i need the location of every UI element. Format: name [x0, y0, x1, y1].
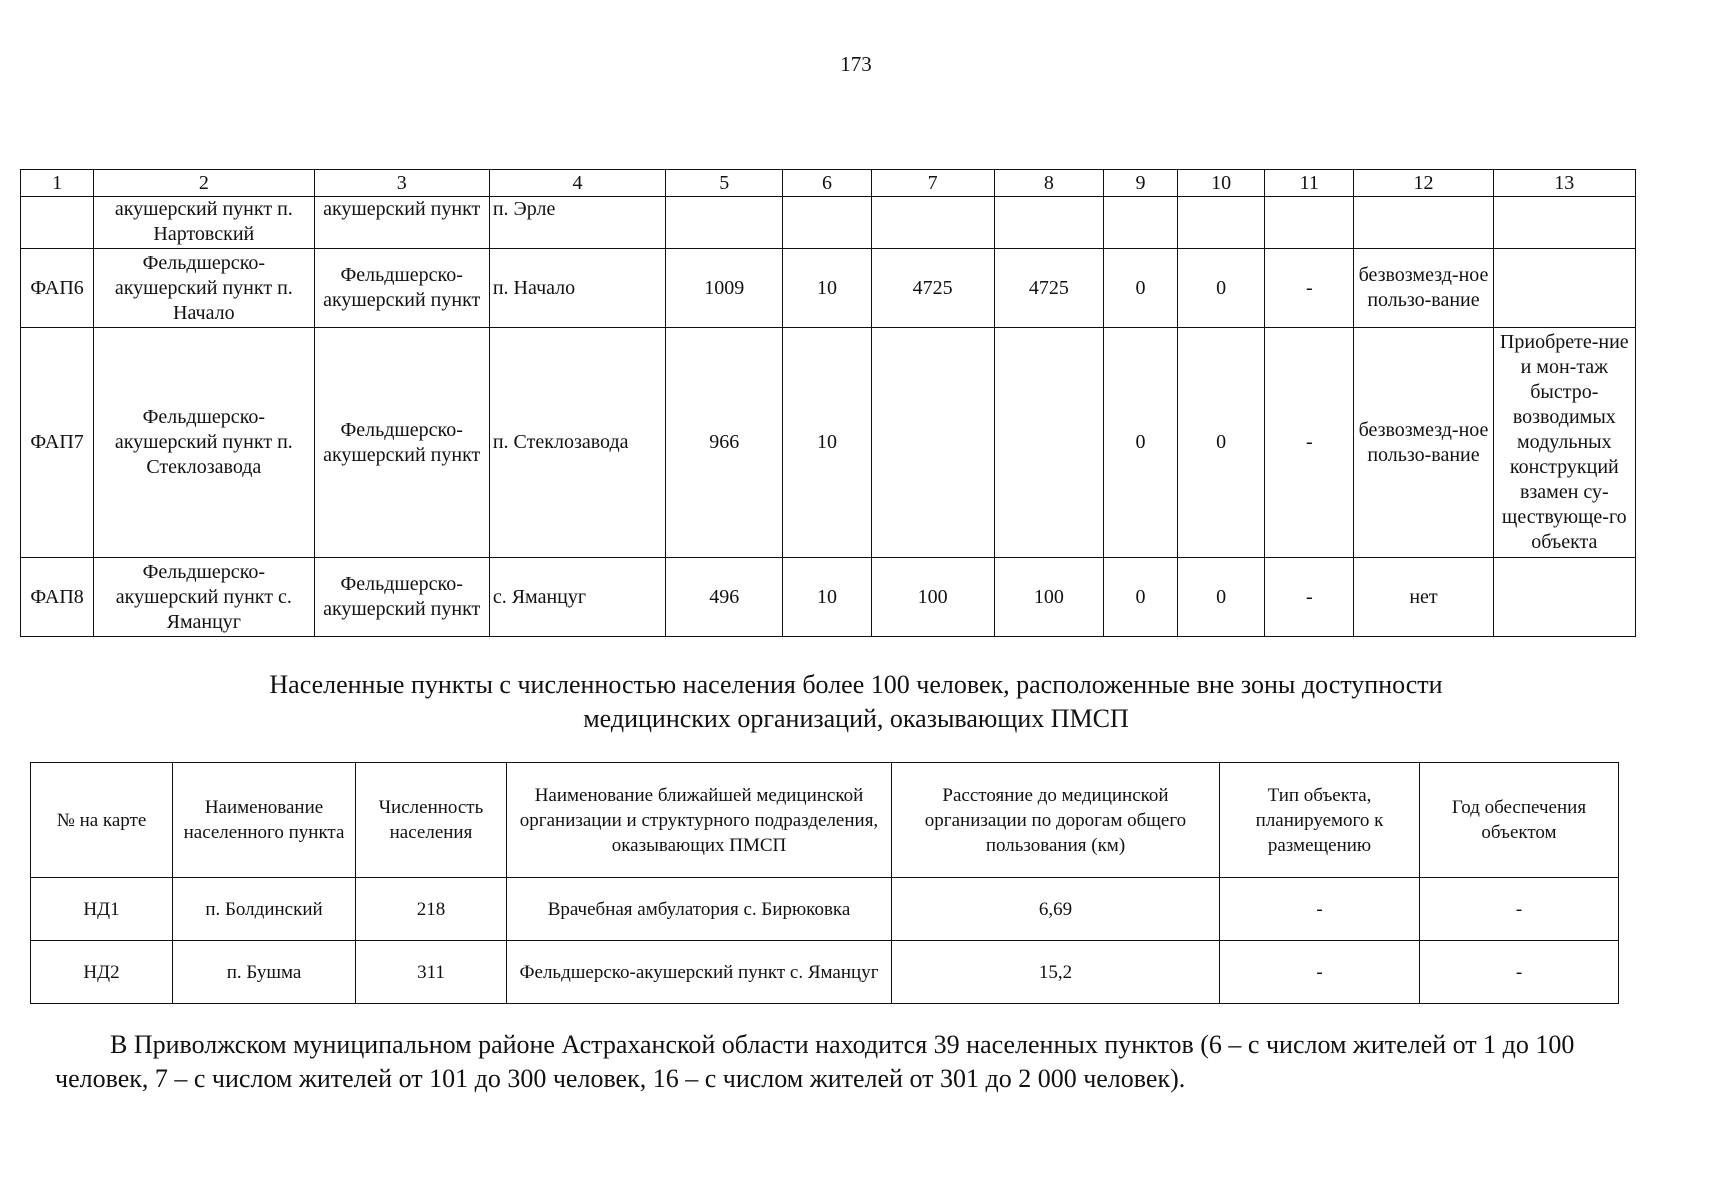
cell-name: Фельдшерско-акушерский пункт п. Стеклозавода: [94, 328, 314, 558]
table-header-row: [31, 763, 1619, 878]
cell-value: 0: [1103, 328, 1177, 558]
header-settlement: Наименование населенного пункта: [173, 763, 356, 878]
cell-value: 10: [783, 328, 871, 558]
cell-value: [1178, 197, 1265, 249]
cell-value: 0: [1103, 249, 1177, 328]
summary-paragraph: В Приволжском муниципальном районе Астраханской области находится 39 населенных пунктов (6 – с числом жителей от 1 до 100 человек, 7 – с числом жителей от 101 до 300 человек, 16 – с числом жителей от 301 до 2 000 человек).: [55, 1030, 1575, 1093]
section-title: [0, 668, 1712, 736]
cell-name: Фельдшерско-акушерский пункт с. Яманцуг: [94, 558, 314, 637]
cell-value: безвозмезд-ное пользо-вание: [1354, 328, 1493, 558]
cell-year: -: [1420, 941, 1619, 1004]
cell-location: с. Яманцуг: [489, 558, 665, 637]
cell-object-type: -: [1220, 878, 1420, 941]
cell-value: 4725: [871, 249, 994, 328]
table-row: [21, 197, 1636, 249]
cell-settlement: п. Бушма: [173, 941, 356, 1004]
table-row: [31, 878, 1619, 941]
cell-type: Фельдшерско-акушерский пункт: [314, 328, 489, 558]
cell-value: 100: [994, 558, 1103, 637]
cell-code: [21, 197, 94, 249]
cell-location: п. Эрле: [489, 197, 665, 249]
cell-code: ФАП8: [21, 558, 94, 637]
cell-value: [1103, 197, 1177, 249]
cell-type: Фельдшерско-акушерский пункт: [314, 558, 489, 637]
cell-value: 100: [871, 558, 994, 637]
cell-year: -: [1420, 878, 1619, 941]
cell-code: ФАП7: [21, 328, 94, 558]
cell-value: [1493, 558, 1635, 637]
column-number: 12: [1354, 170, 1493, 197]
cell-value: [1265, 197, 1354, 249]
cell-object-type: -: [1220, 941, 1420, 1004]
cell-value: Приобрете-ние и мон-таж быстро-возводимых модульных конструкций взамен су-ществующе-го объекта: [1493, 328, 1635, 558]
cell-value: 10: [783, 558, 871, 637]
header-object-type: Тип объекта, планируемого к размещению: [1220, 763, 1420, 878]
column-number: 10: [1178, 170, 1265, 197]
cell-distance: 6,69: [892, 878, 1220, 941]
table-row: [31, 941, 1619, 1004]
cell-value: -: [1265, 249, 1354, 328]
header-organization: Наименование ближайшей медицинской организации и структурного подразделения, оказывающих ПМСП: [507, 763, 892, 878]
cell-value: [666, 197, 783, 249]
cell-value: 966: [666, 328, 783, 558]
column-number: 9: [1103, 170, 1177, 197]
cell-type: Фельдшерско-акушерский пункт: [314, 249, 489, 328]
cell-organization: Фельдшерско-акушерский пункт с. Яманцуг: [507, 941, 892, 1004]
table-row: [21, 249, 1636, 328]
cell-value: -: [1265, 558, 1354, 637]
cell-value: 4725: [994, 249, 1103, 328]
header-population: Численность населения: [356, 763, 507, 878]
column-number: 3: [314, 170, 489, 197]
cell-value: нет: [1354, 558, 1493, 637]
column-number: 11: [1265, 170, 1354, 197]
column-number: 13: [1493, 170, 1635, 197]
cell-value: [783, 197, 871, 249]
cell-value: [1493, 197, 1635, 249]
cell-value: [871, 197, 994, 249]
cell-location: п. Начало: [489, 249, 665, 328]
cell-value: 0: [1178, 558, 1265, 637]
page-number: 173: [840, 52, 872, 76]
cell-value: 0: [1103, 558, 1177, 637]
settlements-table: [30, 762, 1619, 1004]
cell-distance: 15,2: [892, 941, 1220, 1004]
cell-code: ФАП6: [21, 249, 94, 328]
column-number: 2: [94, 170, 314, 197]
column-number: 4: [489, 170, 665, 197]
cell-value: 0: [1178, 328, 1265, 558]
cell-population: 311: [356, 941, 507, 1004]
facilities-table: [20, 169, 1636, 637]
cell-value: [1354, 197, 1493, 249]
header-year: Год обеспечения объектом: [1420, 763, 1619, 878]
cell-value: -: [1265, 328, 1354, 558]
section-title-line: медицинских организаций, оказывающих ПМСП: [583, 704, 1129, 733]
cell-value: [994, 197, 1103, 249]
cell-map-number: НД2: [31, 941, 173, 1004]
header-distance: Расстояние до медицинской организации по дорогам общего пользования (км): [892, 763, 1220, 878]
cell-value: [994, 328, 1103, 558]
cell-location: п. Стеклозавода: [489, 328, 665, 558]
cell-population: 218: [356, 878, 507, 941]
section-title-line: Населенные пункты с численностью населения более 100 человек, расположенные вне зоны доступности: [269, 670, 1443, 699]
table-row: [21, 558, 1636, 637]
cell-name: акушерский пункт п. Нартовский: [94, 197, 314, 249]
table-row: [21, 328, 1636, 558]
table-header-row: [21, 170, 1636, 197]
column-number: 7: [871, 170, 994, 197]
cell-map-number: НД1: [31, 878, 173, 941]
cell-value: 496: [666, 558, 783, 637]
cell-value: безвозмезд-ное пользо-вание: [1354, 249, 1493, 328]
column-number: 6: [783, 170, 871, 197]
cell-name: Фельдшерско-акушерский пункт п. Начало: [94, 249, 314, 328]
cell-settlement: п. Болдинский: [173, 878, 356, 941]
column-number: 1: [21, 170, 94, 197]
cell-value: 0: [1178, 249, 1265, 328]
header-map-number: № на карте: [31, 763, 173, 878]
cell-value: [1493, 249, 1635, 328]
cell-type: акушерский пункт: [314, 197, 489, 249]
cell-value: [871, 328, 994, 558]
column-number: 5: [666, 170, 783, 197]
column-number: 8: [994, 170, 1103, 197]
cell-value: 1009: [666, 249, 783, 328]
cell-organization: Врачебная амбулатория с. Бирюковка: [507, 878, 892, 941]
cell-value: 10: [783, 249, 871, 328]
